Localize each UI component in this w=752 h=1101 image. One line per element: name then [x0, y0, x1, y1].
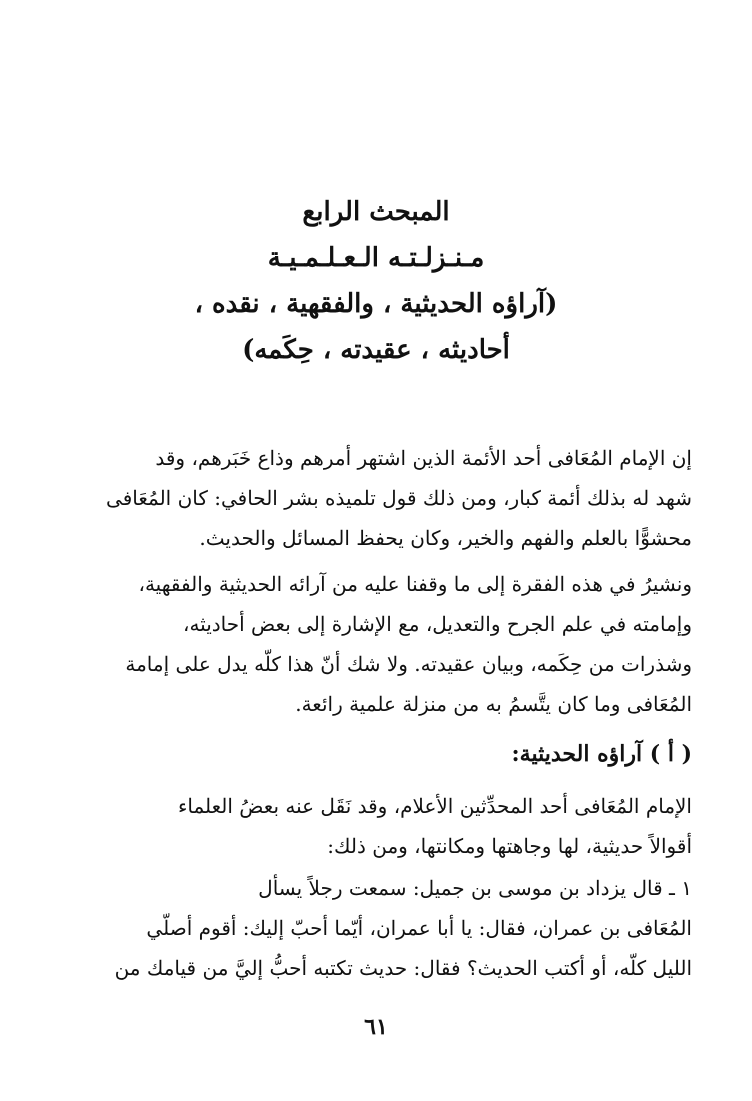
paragraph-1 — [80, 438, 692, 558]
text-line: المُعَافى بن عمران، فقال: يا أبا عمران، أيّما أحبّ إليك: أقوم أصلّي — [146, 916, 692, 940]
text-line: شهد له بذلك أئمة كبار، ومن ذلك قول تلميذه بشر الحافي: كان المُعَافى — [106, 486, 692, 510]
text-line: الليل كلّه، أو أكتب الحديث؟ فقال: حديث تكتبه أحبُّ إليَّ من قيامك من — [114, 956, 692, 980]
text-line: إن الإمام المُعَافى أحد الأئمة الذين اشتهر أمرهم وذاع خَبَرهم، وقد — [155, 446, 692, 470]
paragraph-3 — [80, 786, 692, 866]
page-number: ٦١ — [364, 1014, 388, 1040]
subsection-heading: ( أ ) آراؤه الحديثية: — [511, 741, 692, 767]
text-line: محشوًّا بالعلم والفهم والخير، وكان يحفظ المسائل والحديث. — [199, 526, 692, 550]
section-topics-line-2: أحاديثه ، عقيدته ، حِكَمه) — [242, 335, 510, 365]
paragraph-2 — [80, 564, 692, 724]
text-line: الإمام المُعَافى أحد المحدِّثين الأعلام، وقد نَقَل عنه بعضُ العلماء — [177, 794, 692, 818]
text-line: ونشيرُ في هذه الفقرة إلى ما وقفنا عليه من آرائه الحديثية والفقهية، — [138, 572, 692, 596]
text-line: ١ ـ قال يزداد بن موسى بن جميل: سمعت رجلاً يسأل — [258, 876, 692, 900]
text-line: المُعَافى وما كان يتَّسمُ به من منزلة علمية رائعة. — [295, 692, 692, 716]
text-line: وشذرات من حِكَمه، وبيان عقيدته. ولا شك أنّ هذا كلّه يدل على إمامة — [125, 652, 692, 676]
section-title: المبحث الرابع — [302, 197, 450, 227]
section-topics-line-1: (آراؤه الحديثية ، والفقهية ، نقده ، — [194, 289, 558, 319]
text-line: أقوالاً حديثية، لها وجاهتها ومكانتها، ومن ذلك: — [327, 834, 692, 858]
text-line: وإمامته في علم الجرح والتعديل، مع الإشارة إلى بعض أحاديثه، — [182, 612, 692, 636]
section-subtitle: مـنـزلـتـه الـعـلـمـيـة — [267, 243, 485, 273]
paragraph-4 — [80, 868, 692, 988]
